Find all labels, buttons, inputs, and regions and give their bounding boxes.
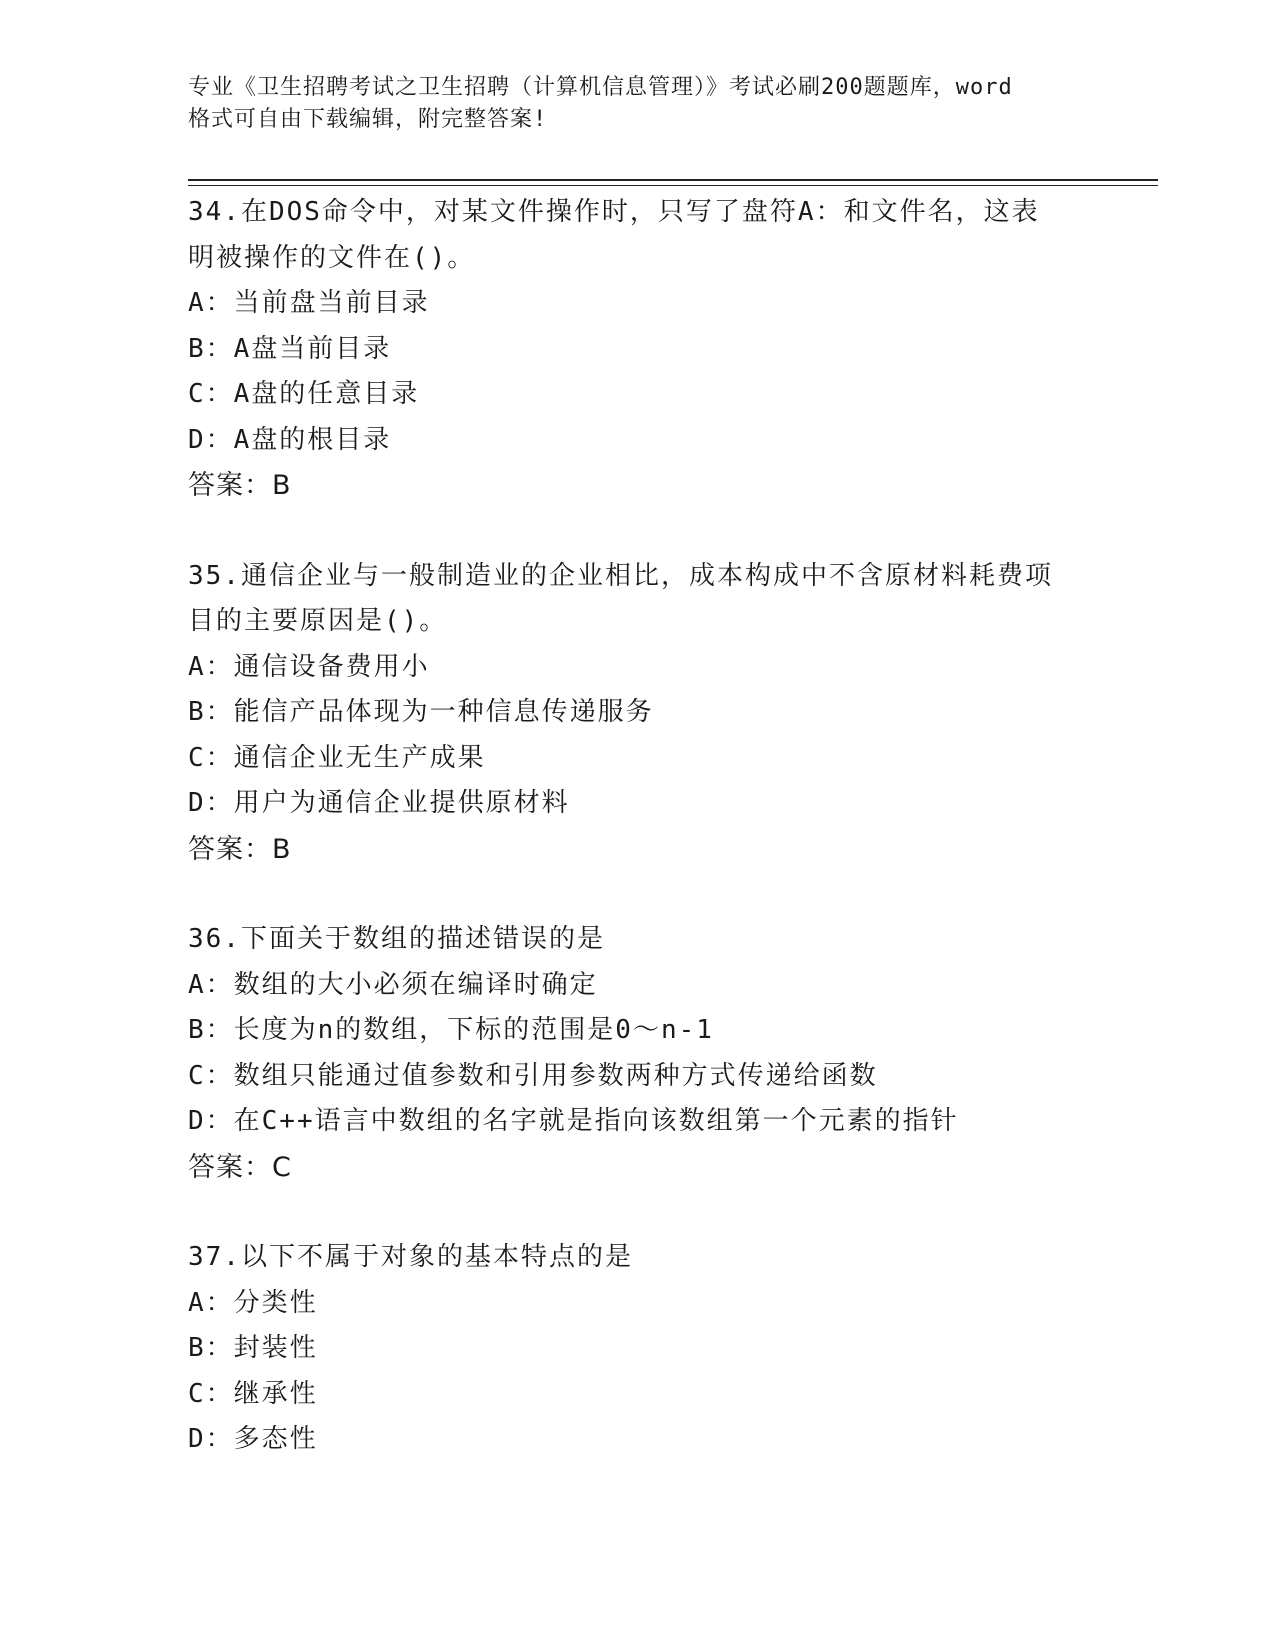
- option-b: B：A盘当前目录: [188, 333, 392, 364]
- option-a: A：通信设备费用小: [188, 651, 430, 682]
- document-header: [188, 72, 1088, 136]
- option-d: D：多态性: [188, 1424, 318, 1454]
- question-text-continued: 明被操作的文件在()。: [188, 242, 476, 273]
- question-37: [188, 1235, 1088, 1463]
- question-34: [188, 190, 1088, 509]
- question-36: [188, 917, 1088, 1190]
- option-a: A：分类性: [188, 1287, 318, 1318]
- question-text-continued: 目的主要原因是()。: [188, 606, 448, 636]
- option-c: C：继承性: [188, 1378, 318, 1409]
- option-c: C：数组只能通过值参数和引用参数两种方式传递给函数: [188, 1060, 878, 1091]
- question-35: [188, 554, 1088, 873]
- option-b: B：能信产品体现为一种信息传递服务: [188, 697, 654, 727]
- answer: 答案：B: [188, 833, 292, 865]
- header-line-1: 专业《卫生招聘考试之卫生招聘（计算机信息管理）》考试必刷200题题库，word: [188, 75, 1013, 100]
- option-a: A：当前盘当前目录: [188, 288, 430, 318]
- question-text: 35.通信企业与一般制造业的企业相比，成本构成中不含原材料耗费项: [188, 560, 1053, 591]
- option-c: C：通信企业无生产成果: [188, 742, 486, 773]
- answer: 答案：B: [188, 470, 292, 501]
- option-c: C：A盘的任意目录: [188, 379, 420, 409]
- option-b: B：封装性: [188, 1333, 318, 1363]
- header-line-2: 格式可自由下载编辑，附完整答案!: [188, 107, 548, 132]
- header-divider-thick: [188, 179, 1158, 181]
- header-divider-thin: [188, 185, 1158, 186]
- question-text: 36.下面关于数组的描述错误的是: [188, 924, 605, 954]
- question-text: 37.以下不属于对象的基本特点的是: [188, 1242, 633, 1272]
- answer: 答案：C: [188, 1151, 292, 1183]
- question-list: [188, 190, 1088, 1508]
- option-d: D：用户为通信企业提供原材料: [188, 788, 570, 818]
- option-d: D：在C++语言中数组的名字就是指向该数组第一个元素的指针: [188, 1106, 959, 1136]
- option-b: B：长度为n的数组，下标的范围是0～n-1: [188, 1015, 714, 1045]
- option-d: D：A盘的根目录: [188, 424, 392, 455]
- option-a: A：数组的大小必须在编译时确定: [188, 969, 598, 1000]
- question-text: 34.在DOS命令中，对某文件操作时，只写了盘符A：和文件名，这表: [188, 197, 1040, 227]
